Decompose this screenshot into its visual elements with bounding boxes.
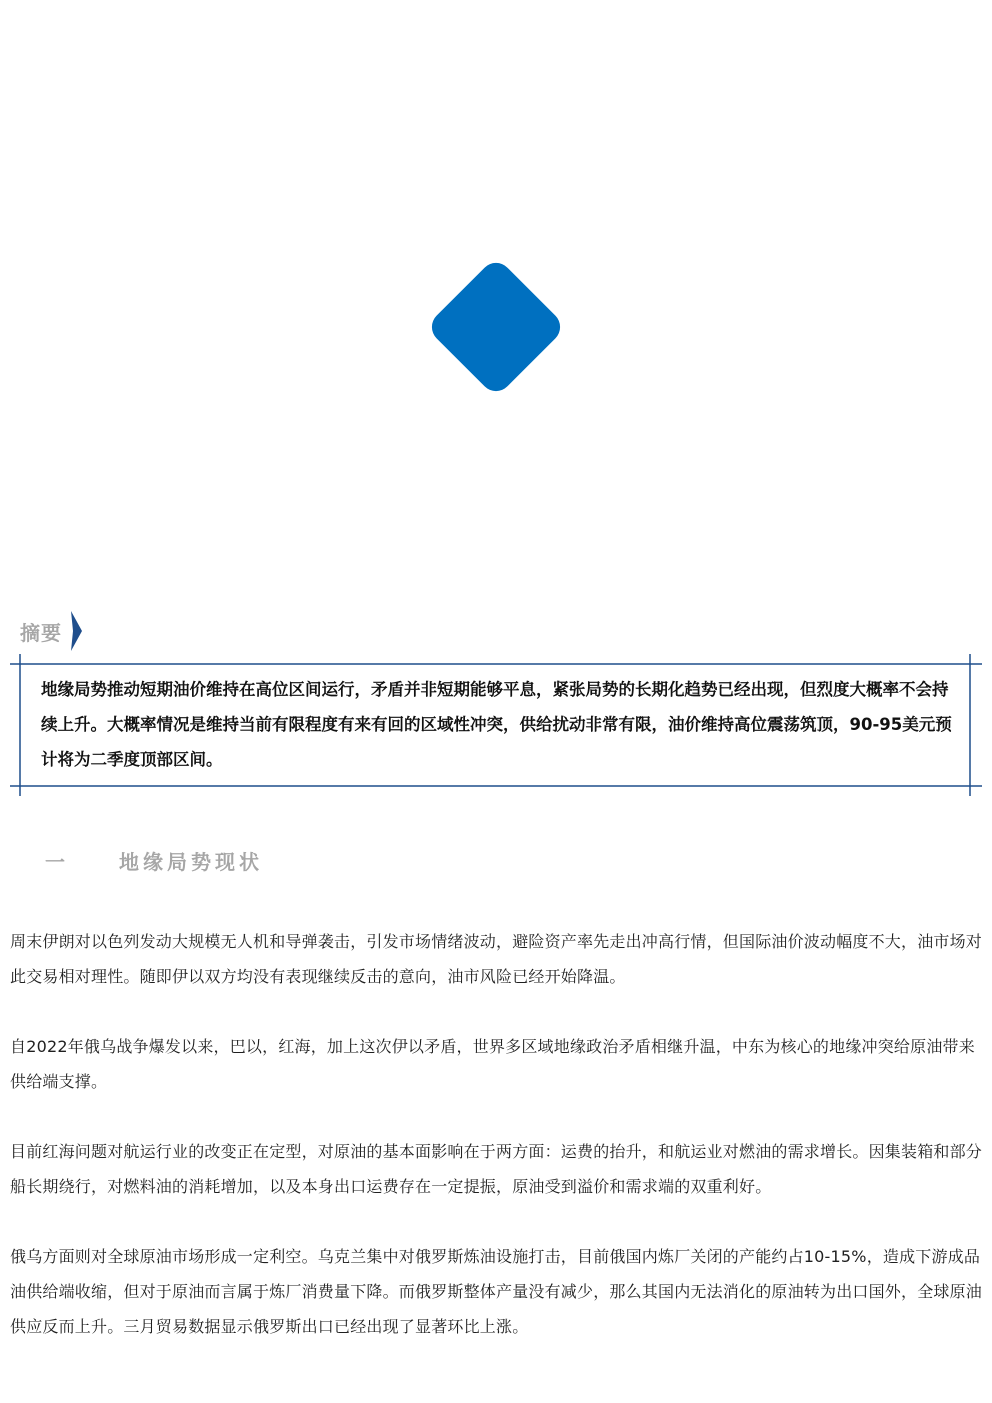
section-number: 一 (45, 849, 67, 874)
summary-heading (20, 611, 82, 651)
summary-box (10, 654, 982, 796)
summary-text: 地缘局势推动短期油价维持在高位区间运行，矛盾并非短期能够平息，紧张局势的长期化趋势已经出现，但烈度大概率不会持续上升。大概率情况是维持当前有限程度有来有回的区域性冲突，供给扰动非常有限，油价维持高位震荡筑顶，90-95美元预计将为二季度顶部区间。 (41, 680, 952, 769)
section-title: 地缘局势现状 (119, 849, 263, 874)
paragraph: 俄乌方面则对全球原油市场形成一定利空。乌克兰集中对俄罗斯炼油设施打击，目前俄国内炼厂关闭的产能约占10-15%，造成下游成品油供给端收缩，但对于原油而言属于炼厂消费量下降。而俄罗斯整体产量没有减少，那么其国内无法消化的原油转为出口国外，全球原油供应反而上升。三月贸易数据显示俄罗斯出口已经出现了显著环比上涨。 (10, 1247, 983, 1336)
paragraph: 目前红海问题对航运行业的改变正在定型，对原油的基本面影响在于两方面：运费的抬升，和航运业对燃油的需求增长。因集装箱和部分船长期绕行，对燃料油的消耗增加，以及本身出口运费存在一定提振，原油受到溢价和需求端的双重利好。 (10, 1142, 983, 1196)
chevron-right-icon (71, 611, 82, 651)
paragraph: 自2022年俄乌战争爆发以来，巴以，红海，加上这次伊以矛盾，世界多区域地缘政治矛盾相继升温，中东为核心的地缘冲突给原油带来供给端支撑。 (10, 1037, 975, 1091)
diamond-logo-icon (425, 256, 567, 398)
section-heading (45, 843, 263, 877)
summary-label: 摘要 (20, 620, 62, 645)
paragraph: 周末伊朗对以色列发动大规模无人机和导弹袭击，引发市场情绪波动，避险资产率先走出冲高行情，但国际油价波动幅度不大，油市场对此交易相对理性。随即伊以双方均没有表现继续反击的意向，油市风险已经开始降温。 (10, 932, 983, 986)
